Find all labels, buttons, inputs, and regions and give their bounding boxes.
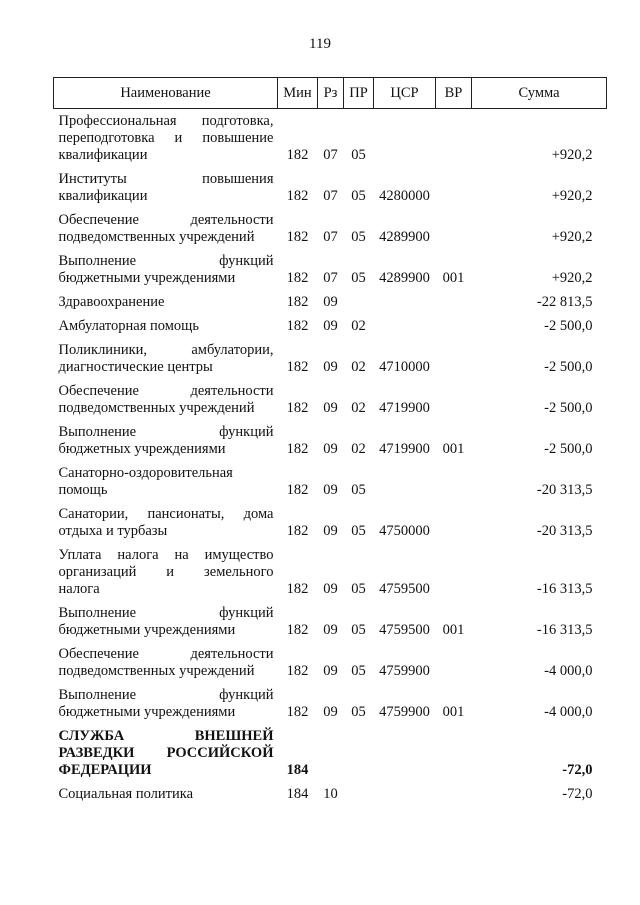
row-name-line: РАЗВЕДКИ РОССИЙСКОЙ — [58, 745, 274, 761]
row-csr — [374, 724, 436, 782]
row-sum: +920,2 — [551, 229, 593, 245]
row-name — [54, 338, 278, 379]
row-name-line: отдыха и турбазы — [58, 523, 168, 539]
row-name-line: бюджетными учреждениями — [58, 622, 236, 638]
row-name — [54, 642, 278, 683]
row-vr: 001 — [442, 441, 465, 457]
header-vr: ВР — [436, 78, 472, 109]
header-min: Мин — [278, 78, 318, 109]
row-min: 182 — [286, 400, 309, 416]
row-name-line: Уплата налога на имущество — [58, 547, 274, 563]
row-name — [54, 109, 278, 168]
row-rz: 09 — [323, 400, 338, 416]
row-name-line: СЛУЖБА ВНЕШНЕЙ — [58, 728, 274, 744]
row-csr: 4280000 — [379, 188, 430, 204]
row-sum: -2 500,0 — [544, 441, 593, 457]
row-name-line: бюджетными учреждениями — [58, 270, 236, 286]
header-name: Наименование — [54, 78, 278, 109]
table-row — [54, 109, 607, 168]
row-rz: 07 — [323, 147, 338, 163]
row-csr: 4759900 — [379, 704, 430, 720]
table-row — [54, 782, 607, 806]
table-row — [54, 461, 607, 502]
row-pr: 02 — [351, 318, 366, 334]
row-name-line: Амбулаторная помощь — [58, 318, 199, 334]
row-name-line: квалификации — [58, 188, 148, 204]
row-rz — [318, 724, 344, 782]
row-min: 182 — [286, 270, 309, 286]
row-csr: 4750000 — [379, 523, 430, 539]
row-name-line: бюджетных учреждениями — [58, 441, 226, 457]
table-row — [54, 167, 607, 208]
table-row — [54, 683, 607, 724]
row-min: 182 — [286, 523, 309, 539]
row-name — [54, 379, 278, 420]
row-pr: 05 — [351, 482, 366, 498]
row-vr — [436, 379, 472, 420]
row-csr — [374, 782, 436, 806]
row-min: 182 — [286, 294, 309, 310]
row-vr — [436, 782, 472, 806]
row-name-line: квалификации — [58, 147, 148, 163]
row-vr — [436, 290, 472, 314]
row-name — [54, 782, 278, 806]
row-vr: 001 — [442, 622, 465, 638]
row-name-line: Профессиональная подготовка, — [58, 113, 274, 129]
row-name-line: Санаторно-оздоровительная — [58, 465, 233, 481]
row-pr: 05 — [351, 622, 366, 638]
table-row — [54, 543, 607, 601]
table-header-row — [54, 78, 607, 109]
row-min: 182 — [286, 188, 309, 204]
row-pr: 05 — [351, 704, 366, 720]
row-rz: 07 — [323, 229, 338, 245]
header-csr: ЦСР — [374, 78, 436, 109]
row-min: 182 — [286, 704, 309, 720]
row-rz: 07 — [323, 270, 338, 286]
row-rz: 10 — [323, 786, 338, 802]
row-vr — [436, 461, 472, 502]
row-vr — [436, 109, 472, 168]
row-vr — [436, 642, 472, 683]
row-vr — [436, 338, 472, 379]
row-pr — [344, 782, 374, 806]
table-row — [54, 601, 607, 642]
row-vr — [436, 543, 472, 601]
row-name-line: налога — [58, 581, 100, 597]
row-name — [54, 208, 278, 249]
row-pr: 05 — [351, 270, 366, 286]
row-name — [54, 461, 278, 502]
table-row — [54, 290, 607, 314]
row-vr — [436, 167, 472, 208]
row-rz: 09 — [323, 622, 338, 638]
row-rz: 09 — [323, 704, 338, 720]
table-body — [54, 109, 607, 807]
row-sum: -2 500,0 — [544, 400, 593, 416]
row-pr: 02 — [351, 441, 366, 457]
row-rz: 09 — [323, 318, 338, 334]
row-name — [54, 420, 278, 461]
row-rz: 09 — [323, 482, 338, 498]
row-name-line: Институты повышения — [58, 171, 274, 187]
row-sum: -20 313,5 — [536, 523, 593, 539]
row-name — [54, 502, 278, 543]
row-sum: +920,2 — [551, 270, 593, 286]
row-name-line: переподготовка и повышение — [58, 130, 274, 146]
row-name — [54, 724, 278, 782]
row-sum: -20 313,5 — [536, 482, 593, 498]
row-name-line: подведомственных учреждений — [58, 663, 255, 679]
row-sum: -22 813,5 — [536, 294, 593, 310]
row-csr: 4759900 — [379, 663, 430, 679]
header-rz: Рз — [318, 78, 344, 109]
row-csr: 4719900 — [379, 441, 430, 457]
row-csr: 4289900 — [379, 270, 430, 286]
row-min: 184 — [286, 762, 309, 778]
row-name — [54, 601, 278, 642]
row-name-line: бюджетными учреждениями — [58, 704, 236, 720]
row-name — [54, 249, 278, 290]
row-min: 182 — [286, 663, 309, 679]
row-vr — [436, 724, 472, 782]
row-name-line: подведомственных учреждений — [58, 400, 255, 416]
row-sum: -16 313,5 — [536, 581, 593, 597]
table-row — [54, 208, 607, 249]
header-sum: Сумма — [472, 78, 607, 109]
header-pr: ПР — [344, 78, 374, 109]
row-name — [54, 683, 278, 724]
row-min: 182 — [286, 622, 309, 638]
row-rz: 09 — [323, 663, 338, 679]
row-pr: 02 — [351, 400, 366, 416]
row-csr — [374, 109, 436, 168]
row-pr: 05 — [351, 229, 366, 245]
row-csr: 4759500 — [379, 581, 430, 597]
row-name-line: Выполнение функций — [58, 687, 274, 703]
page-number: 119 — [309, 36, 331, 52]
row-name — [54, 167, 278, 208]
table-row — [54, 314, 607, 338]
row-sum: -4 000,0 — [544, 663, 593, 679]
budget-table — [53, 77, 607, 806]
row-pr: 05 — [351, 663, 366, 679]
row-name-line: ФЕДЕРАЦИИ — [58, 762, 152, 778]
row-sum: -2 500,0 — [544, 359, 593, 375]
row-csr: 4759500 — [379, 622, 430, 638]
row-name-line: Выполнение функций — [58, 253, 274, 269]
row-min: 182 — [286, 229, 309, 245]
row-name-line: подведомственных учреждений — [58, 229, 255, 245]
table-row — [54, 502, 607, 543]
row-csr — [374, 290, 436, 314]
table-row — [54, 642, 607, 683]
row-name-line: Обеспечение деятельности — [58, 383, 274, 399]
row-name-line: Санатории, пансионаты, дома — [58, 506, 274, 522]
table-row — [54, 724, 607, 782]
row-rz: 09 — [323, 359, 338, 375]
row-name-line: Выполнение функций — [58, 605, 274, 621]
row-csr: 4719900 — [379, 400, 430, 416]
row-name-line: организаций и земельного — [58, 564, 274, 580]
row-csr: 4710000 — [379, 359, 430, 375]
row-sum: +920,2 — [551, 147, 593, 163]
row-name-line: Поликлиники, амбулатории, — [58, 342, 274, 358]
row-csr: 4289900 — [379, 229, 430, 245]
table-row — [54, 249, 607, 290]
row-name-line: помощь — [58, 482, 108, 498]
row-pr — [344, 724, 374, 782]
row-sum: -72,0 — [562, 786, 593, 802]
row-name-line: Здравоохранение — [58, 294, 165, 310]
row-name — [54, 543, 278, 601]
row-name-line: Обеспечение деятельности — [58, 646, 274, 662]
row-name — [54, 314, 278, 338]
row-min: 182 — [286, 147, 309, 163]
row-vr: 001 — [442, 270, 465, 286]
row-sum: -4 000,0 — [544, 704, 593, 720]
row-name — [54, 290, 278, 314]
row-name-line: Социальная политика — [58, 786, 194, 802]
row-rz: 09 — [323, 581, 338, 597]
row-vr — [436, 314, 472, 338]
row-csr — [374, 314, 436, 338]
table-row — [54, 338, 607, 379]
row-min: 182 — [286, 441, 309, 457]
row-pr — [344, 290, 374, 314]
row-sum: -72,0 — [562, 762, 593, 778]
row-min: 182 — [286, 482, 309, 498]
row-min: 182 — [286, 581, 309, 597]
row-pr: 02 — [351, 359, 366, 375]
row-rz: 07 — [323, 188, 338, 204]
row-sum: -2 500,0 — [544, 318, 593, 334]
row-vr: 001 — [442, 704, 465, 720]
row-min: 182 — [286, 318, 309, 334]
row-name-line: диагностические центры — [58, 359, 213, 375]
row-pr: 05 — [351, 188, 366, 204]
row-sum: -16 313,5 — [536, 622, 593, 638]
row-min: 182 — [286, 359, 309, 375]
row-vr — [436, 502, 472, 543]
table-row — [54, 420, 607, 461]
row-pr: 05 — [351, 147, 366, 163]
row-pr: 05 — [351, 581, 366, 597]
row-rz: 09 — [323, 294, 338, 310]
row-sum: +920,2 — [551, 188, 593, 204]
row-name-line: Обеспечение деятельности — [58, 212, 274, 228]
row-rz: 09 — [323, 441, 338, 457]
row-rz: 09 — [323, 523, 338, 539]
row-min: 184 — [286, 786, 309, 802]
row-pr: 05 — [351, 523, 366, 539]
table-row — [54, 379, 607, 420]
row-csr — [374, 461, 436, 502]
row-name-line: Выполнение функций — [58, 424, 274, 440]
row-vr — [436, 208, 472, 249]
